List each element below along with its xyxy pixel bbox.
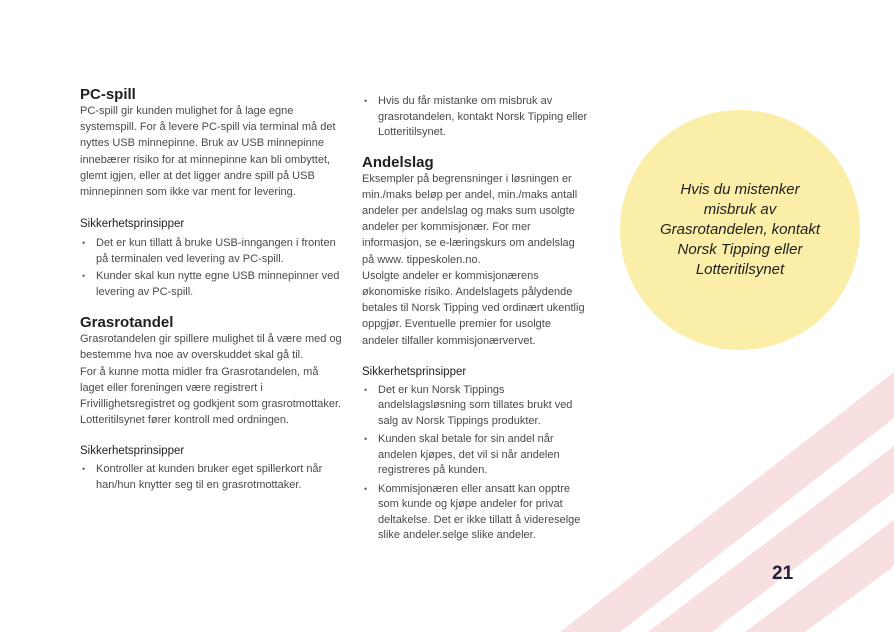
callout-text: Hvis du mistenker misbruk av Grasrotandelen, kontakt Norsk Tipping eller Lotteritilsynet [659, 181, 821, 278]
list-item: • Kommisjonæren eller ansatt kan opptre som kunde og kjøpe andeler for privat deltakelse. Det er ikke tillatt å videreselge slike andeler.selge slike andeler. [362, 482, 590, 544]
grasrotandel-heading: Grasrotandel [80, 314, 174, 332]
pc-spill-body: PC-spill gir kunden mulighet for å lage egne systemspill. For å levere PC-spill via terminal må det nyttes USB minnepinne. Bruk av USB minnepinne innebærer risiko for at minnepinne kan bli ombyttet, glemt igjen, eller at det ligger andre spill på USB minnepinnen som ikke var ment for levering. [80, 105, 336, 199]
list-item: • Kunder skal kun nytte egne USB minnepinner ved levering av PC-spill. [80, 269, 342, 300]
andelslag-bullets [362, 383, 590, 544]
left-column [80, 86, 342, 493]
pc-spill-bullets [80, 236, 342, 300]
grasrotandel-body-2: For å kunne motta midler fra Grasrotandelen, må laget eller foreningen være registrert i Frivillighetsregistret og godkjent som grasrotmottaker. Lotteritilsynet fører kontroll med ordningen. [80, 365, 342, 427]
pc-spill-heading: PC-spill [80, 86, 136, 103]
list-item: • Hvis du får mistanke om misbruk av grasrotandelen, kontakt Norsk Tipping eller Lotteritilsynet. [362, 94, 590, 141]
andelslag-subheading: Sikkerhetsprinsipper [362, 365, 467, 378]
pc-spill-subheading: Sikkerhetsprinsipper [80, 218, 185, 231]
andelslag-body-1: Eksempler på begrensninger i løsningen er min./maks beløp per andel, min./maks antall andeler per andelslag og maks sum usolgte andeler per kommisjonær. For mer informasjon, se e-læringskurs om andelslag på www. tippeskolen.no. [362, 172, 578, 266]
grasrotandel-subheading: Sikkerhetsprinsipper [80, 445, 185, 458]
grasrotandel-bullets [80, 462, 342, 493]
list-item: • Kontroller at kunden bruker eget spillerkort når han/hun knytter seg til en grasrotmottaker. [80, 462, 342, 493]
andelslag-heading: Andelslag [362, 153, 434, 171]
grasrotandel-body-1: Grasrotandelen gir spillere mulighet til å være med og bestemme hva noe av overskuddet skal gå til. [80, 333, 342, 362]
andelslag-body-2: Usolgte andeler er kommisjonærens økonomiske risiko. Andelslagets pålydende betales til Norsk Tipping ved ordinært ukentlig oppgjør. Eventuelle premier for usolgte andeler tilfaller kommisjonærvervet. [362, 269, 585, 347]
list-item: • Det er kun tillatt å bruke USB-inngangen i fronten på terminalen ved levering av PC-spill. [80, 236, 342, 267]
page-number: 21 [772, 563, 794, 584]
callout-circle [620, 110, 860, 350]
right-column [362, 94, 590, 544]
list-item: • Kunden skal betale for sin andel når andelen kjøpes, det vil si når andelen registreres på kunden. [362, 432, 590, 479]
list-item: • Det er kun Norsk Tippings andelslagsløsning som tillates brukt ved salg av Norsk Tippings produkter. [362, 383, 590, 430]
intro-bullets [362, 94, 590, 141]
